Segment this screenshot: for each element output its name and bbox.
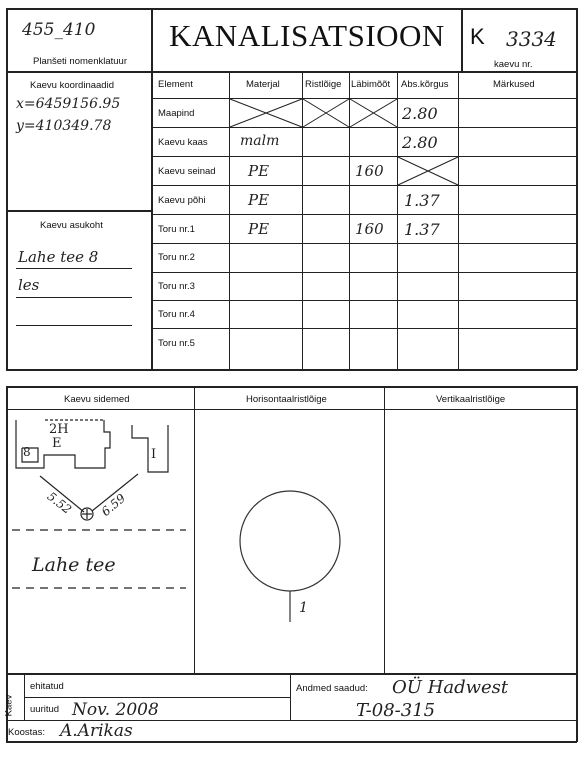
kaas-materjal: malm [240,133,280,149]
table-row: Toru nr.4 [158,309,195,320]
uuritud-value: Nov. 2008 [72,700,159,720]
coord-y: y=410349.78 [16,118,112,134]
sidemed-title: Kaevu sidemed [64,394,130,405]
sketch-i: I [151,447,157,462]
table-header-markused: Märkused [493,79,535,90]
table-row: Kaevu seinad [158,166,216,177]
kaevu-prefix: K [470,24,485,49]
table-header-abs: Abs.kõrgus [401,79,449,90]
maapind-abs: 2.80 [402,104,438,123]
table-header-labimoot: Läbimõõt [351,79,391,90]
toru1-labimoot: 160 [355,220,384,238]
koostas-label: Koostas: [8,727,45,738]
page-title: KANALISATSIOON [169,18,445,53]
table-header-element: Element [158,79,193,90]
kaevu-number: 3334 [506,27,557,51]
ehitatud-label: ehitatud [30,681,64,692]
andmed-value1: OÜ Hadwest [392,677,509,698]
coords-title: Kaevu koordinaadid [30,80,114,91]
location-line2: les [18,276,40,294]
horiz-pipe-label: 1 [299,600,308,616]
sketch-2h: 2H [49,422,69,437]
sketch-8: 8 [23,445,31,459]
kaev-label: Kaev [3,694,15,717]
table-row: Kaevu kaas [158,137,208,148]
pohi-abs: 1.37 [404,191,440,210]
seinad-labimoot: 160 [355,162,384,180]
koostas-value: A.Arikas [60,721,133,741]
location-line1: Lahe tee 8 [18,248,99,266]
kaas-abs: 2.80 [402,133,438,152]
table-row: Toru nr.1 [158,224,195,235]
sketch-552: 5.52 [44,489,75,517]
coord-x: x=6459156.95 [16,96,121,112]
vertikaal-title: Vertikaalristlõige [436,394,506,405]
horisontaal-title: Horisontaalristlõige [246,394,327,405]
table-row: Toru nr.3 [158,281,195,292]
uuritud-label: uuritud [30,704,60,715]
sketch-659: 6.59 [98,491,129,519]
seinad-materjal: PE [248,162,270,180]
sketch-street: Lahe tee [32,554,116,576]
horizontal-manhole-circle [240,491,340,622]
planseti-label: Planšeti nomenklatuur [33,56,127,67]
table-row: Kaevu põhi [158,195,206,206]
table-row: Toru nr.2 [158,252,195,263]
location-title: Kaevu asukoht [40,220,103,231]
planseti-value: 455_410 [22,20,96,40]
toru1-materjal: PE [248,220,270,238]
pohi-materjal: PE [248,191,270,209]
table-row: Toru nr.5 [158,338,195,349]
kaevu-label: kaevu nr. [494,59,533,70]
table-header-materjal: Materjal [246,79,280,90]
andmed-label: Andmed saadud: [296,683,368,694]
table-header-ristloige: Ristlõige [305,79,342,90]
table-row: Maapind [158,108,195,119]
toru1-abs: 1.37 [404,220,440,239]
sketch-e: E [52,436,62,451]
andmed-value2: T-08-315 [356,700,436,721]
